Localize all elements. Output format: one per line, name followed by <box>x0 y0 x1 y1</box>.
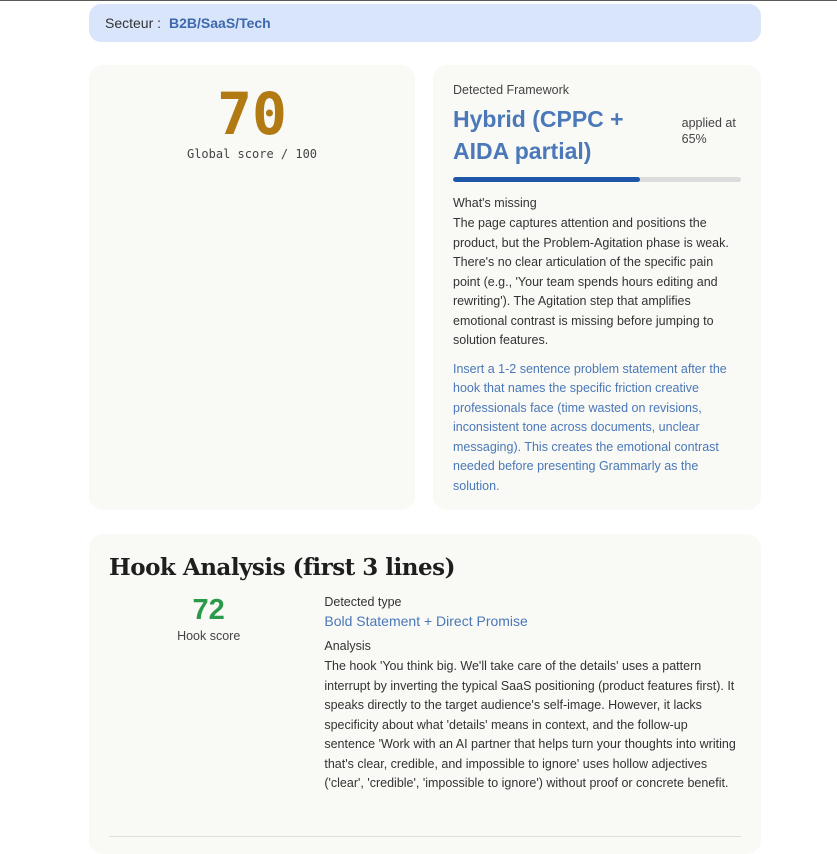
global-score-card <box>89 65 415 510</box>
section-divider <box>109 836 741 837</box>
hook-score-value: 72 <box>192 594 225 626</box>
sector-value: B2B/SaaS/Tech <box>169 15 271 31</box>
sector-label: Secteur : <box>105 15 162 31</box>
hook-analysis-title: Hook Analysis (first 3 lines) <box>109 554 455 581</box>
framework-row <box>453 103 741 167</box>
hook-body <box>109 591 741 794</box>
hook-score-column <box>109 591 308 794</box>
framework-applied: applied at 65% <box>681 116 736 146</box>
hook-analysis-card <box>89 534 761 854</box>
framework-progress-fill <box>453 177 640 182</box>
global-score-label: Global score / 100 <box>186 147 318 161</box>
whats-missing-label: What's missing <box>453 196 537 210</box>
global-score-value: 70 <box>217 80 287 148</box>
analysis-label: Analysis <box>324 639 371 653</box>
framework-card <box>433 65 761 510</box>
detected-framework-label: Detected Framework <box>453 83 570 97</box>
detected-type-value: Bold Statement + Direct Promise <box>324 613 528 629</box>
sector-banner <box>89 4 761 42</box>
hook-info <box>324 591 741 794</box>
framework-progress-bar <box>453 177 741 182</box>
detected-type-label: Detected type <box>324 595 402 609</box>
framework-name: Hybrid (CPPC + AIDA partial) <box>453 106 624 164</box>
top-border <box>0 0 837 1</box>
analysis-text: The hook 'You think big. We'll take care of the details' uses a pattern interrupt by inverting the typical SaaS positioning (product features first). It speaks directly to the target audience's self-image. However, it lacks specificity about what 'details' means in context, and the follow-up sentence 'Work with an AI partner that helps turn your thoughts into writing that's clear, credible, and impossible to ignore' uses hollow adjectives ('clear', 'credible', 'impossible to ignore') without proof or concrete benefit. <box>324 659 736 790</box>
whats-missing-text: The page captures attention and positions the product, but the Problem-Agitation phase is weak. There's no clear articulation of the specific pain point (e.g., 'Your team spends hours editing and rewriting'). The Agitation step that amplifies emotional contrast is missing before jumping to solution features. <box>453 216 729 347</box>
suggestion-text: Insert a 1-2 sentence problem statement after the hook that names the specific friction creative professionals face (time wasted on revisions, inconsistent tone across documents, unclear messaging). This creates the emotional contrast needed before presenting Grammarly as the solution. <box>453 361 727 493</box>
hook-score-label: Hook score <box>177 629 241 643</box>
